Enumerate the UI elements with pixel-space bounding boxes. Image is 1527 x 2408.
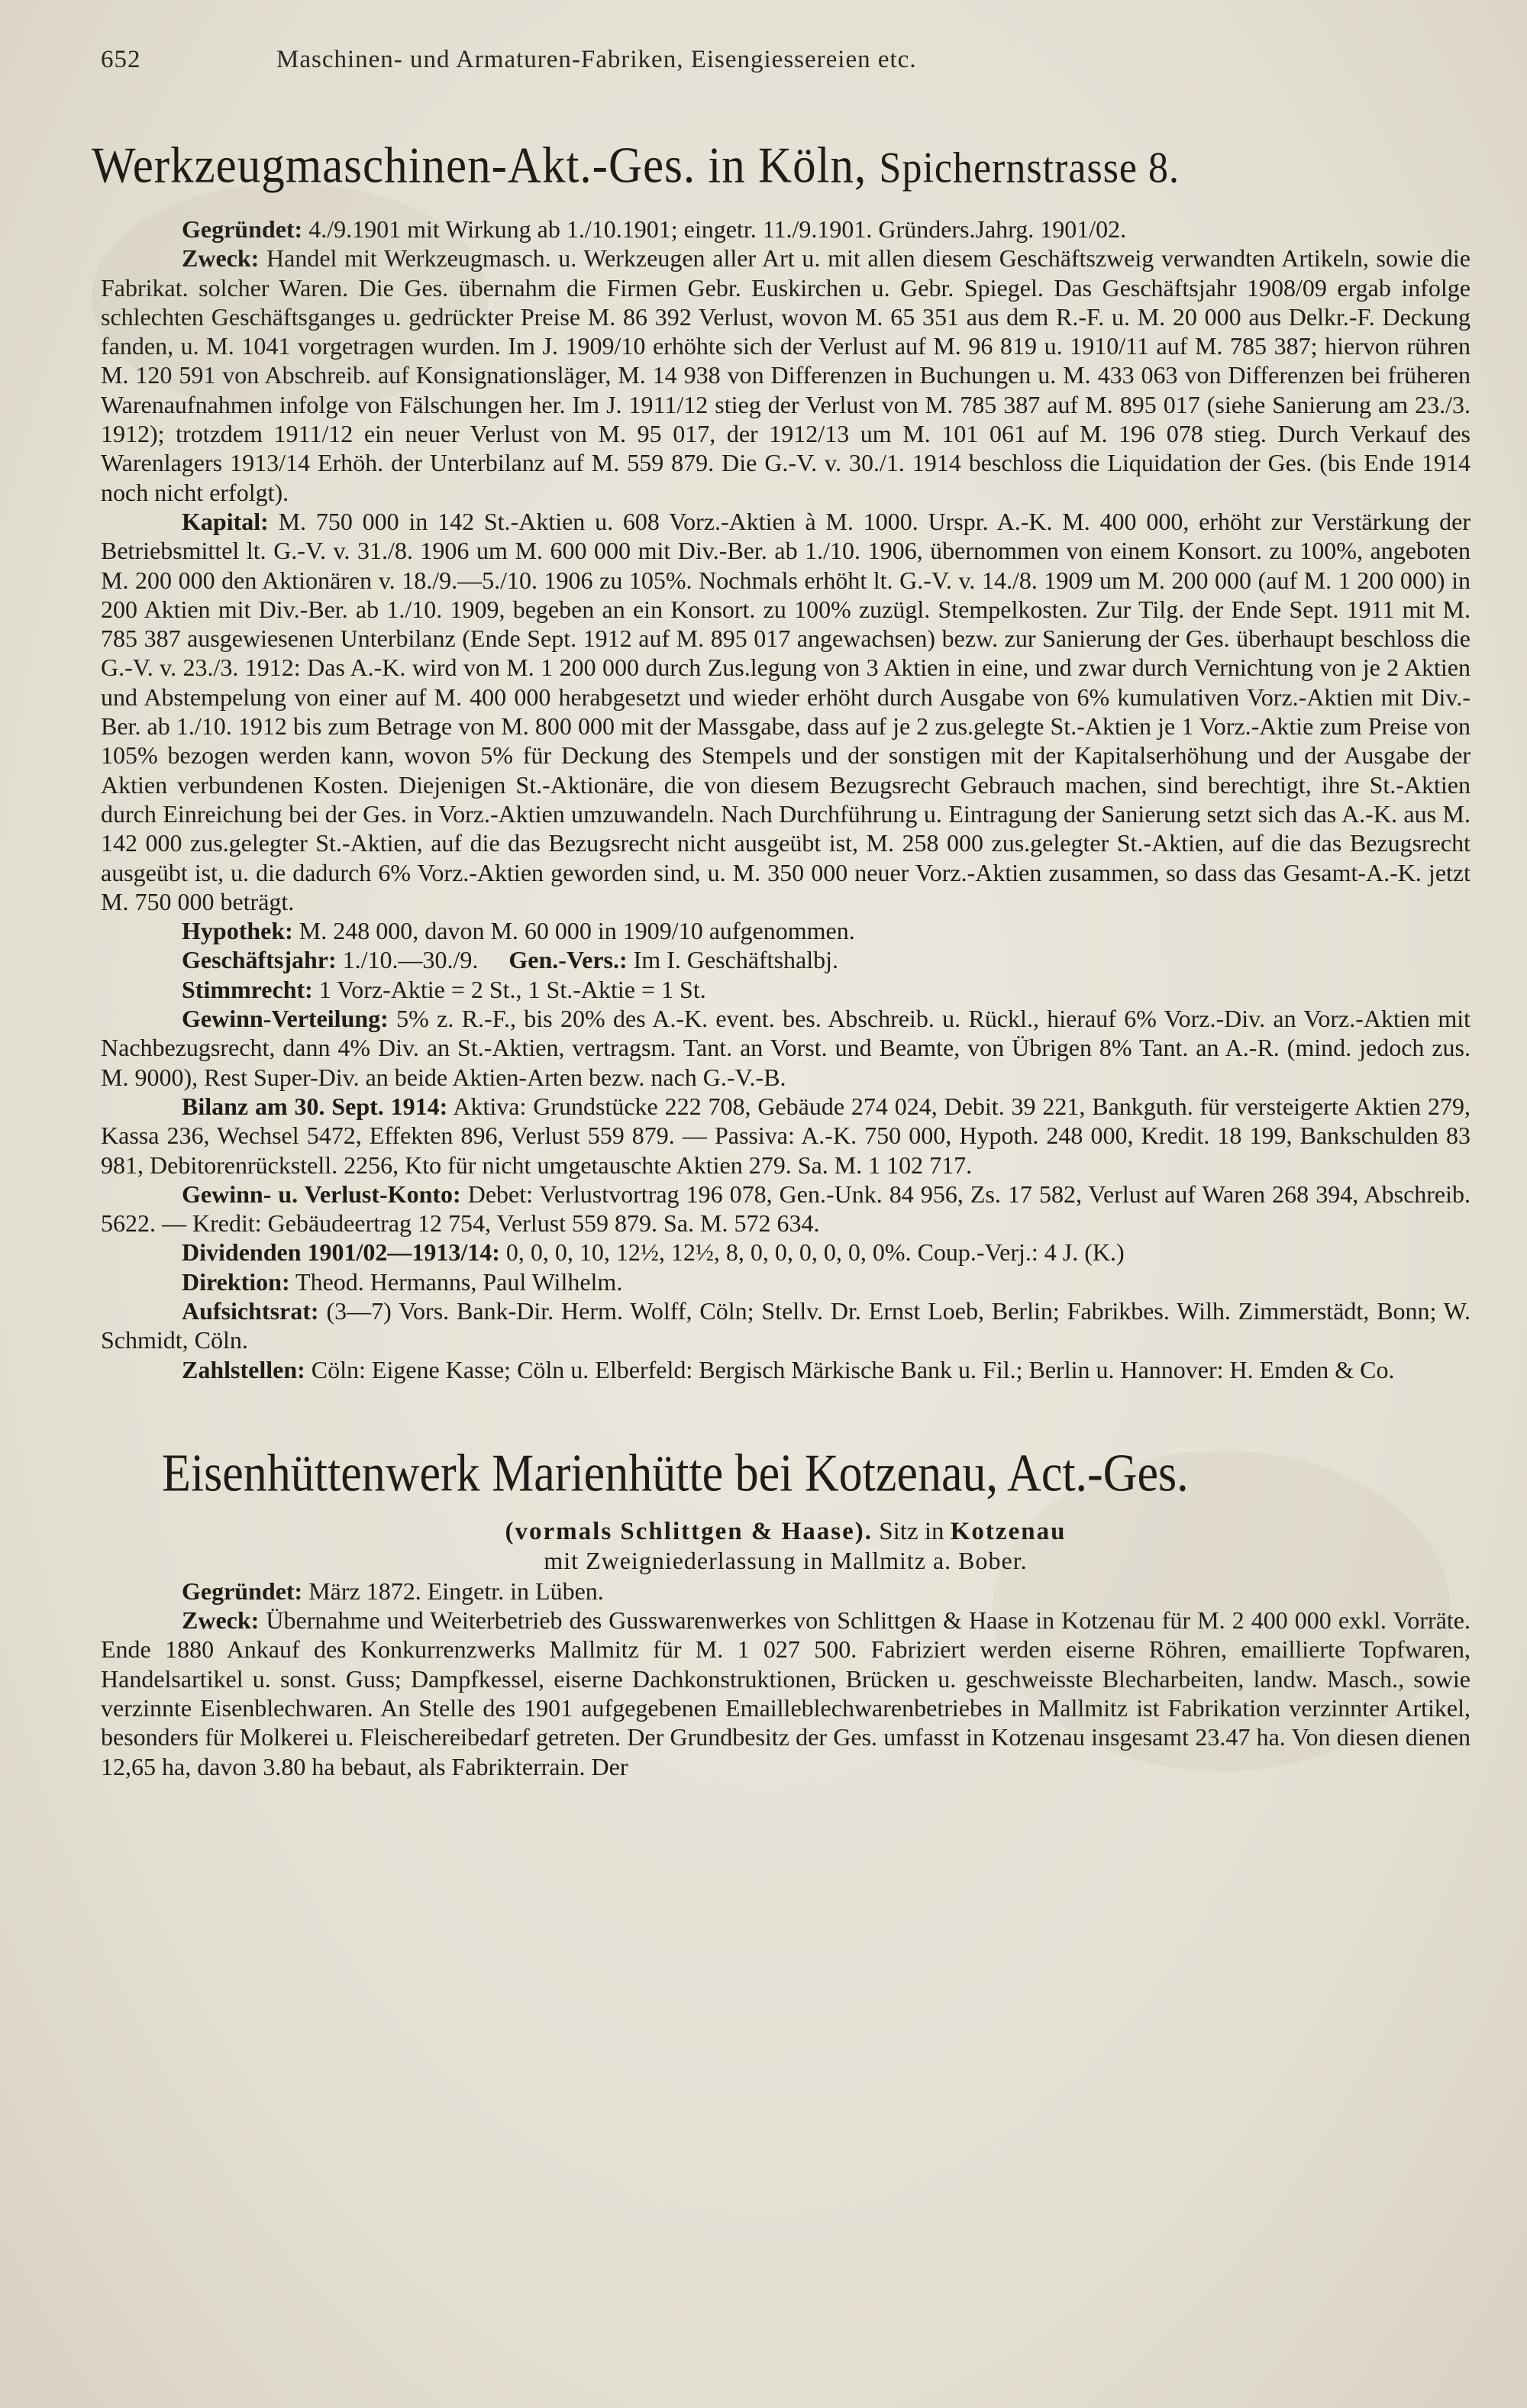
entry-text: Übernahme und Weiterbetrieb des Gusswarenwerkes von Schlittgen & Haase in Kotzenau für M. 2 400 000 exkl. Vorräte. Ende 1880 Ankauf des Konkurrenzwerks Mallmitz für M. 1 027 500. Fabriziert werden eiserne Röhren, emaillierte Topfwaren, Handelsartikel u. sonst. Guss; Dampfkessel, eiserne Dachkonstruktionen, Brücken u. geschweisste Blecharbeiten, landw. Masch., sowie verzinnte Eisenblechwaren. An Stelle des 1901 aufgegebenen Emailleblechwarenbetriebes in Mallmitz ist Fabrikation verzinnter Artikel, besonders für Molkerei u. Fleischereibedarf getreten. Der Grundbesitz der Ges. umfasst in Kotzenau insgesamt 23.47 ha. Von diesen dienen 12,65 ha, davon 3.80 ha bebaut, als Fabrikterrain. Der [101,1606,1471,1780]
entry-label: Aufsichtsrat: [182,1296,319,1325]
entry-gegruendet [101,215,1471,244]
entry-text: 1./10.—30./9. [342,946,479,974]
entry-label: Gewinn- u. Verlust-Konto: [182,1180,461,1208]
entry-hypothek [101,916,1471,945]
company-heading-werkzeugmaschinen [92,136,1471,199]
subtitle-seat-place: Kotzenau [950,1517,1067,1545]
entry-label: Zahlstellen: [182,1355,305,1383]
entry-aufsichtsrat [101,1296,1471,1355]
entry-label: Stimmrecht: [182,975,313,1003]
subtitle-former-name: (vormals Schlittgen & Haase). [505,1517,873,1545]
entry-text: 4./9.1901 mit Wirkung ab 1./10.1901; eingetr. 11./9.1901. Gründers.Jahrg. 1901/02. [308,215,1127,243]
entry-text: Cöln: Eigene Kasse; Cöln u. Elberfeld: Bergisch Märkische Bank u. Fil.; Berlin u. Hannover: H. Emden & Co. [311,1355,1395,1383]
running-header [101,46,1471,86]
entry-gegruendet [101,1577,1471,1606]
entry-gewinn-verlust-konto [101,1180,1471,1238]
entry-label: Kapital: [182,507,269,535]
subtitle-seat-label: Sitz in [879,1517,944,1545]
entry-label: Dividenden 1901/02—1913/14: [182,1238,500,1267]
entry-text: Debet: Verlustvortrag 196 078, Gen.-Unk. 84 956, Zs. 17 582, Verlust auf Waren 268 394, Abschreib. 5622. — Kredit: Gebäudeertrag 12 754, Verlust 559 879. Sa. M. 572 634. [101,1180,1471,1238]
entry-text: M. 750 000 in 142 St.-Aktien u. 608 Vorz.-Aktien à M. 1000. Urspr. A.-K. M. 400 000, erhöht zur Verstärkung der Betriebsmittel lt. G.-V. v. 31./8. 1906 um M. 600 000 mit Div.-Ber. ab 1./10. 1906, übernommen von einem Konsort. zu 100%, angeboten M. 200 000 den Aktionären v. 18./9.—5./10. 1906 zu 105%. Nochmals erhöht lt. G.-V. v. 14./8. 1909 um M. 200 000 (auf M. 1 200 000) in 200 Aktien mit Div.-Ber. ab 1./10. 1909, begeben an ein Konsort. zu 100% zuzügl. Stempelkosten. Zur Tilg. der Ende Sept. 1911 mit M. 785 387 ausgewiesenen Unterbilanz (Ende Sept. 1912 auf M. 895 017 angewachsen) bezw. zur Sanierung der Ges. überhaupt beschloss die G.-V. v. 23./3. 1912: Das A.-K. wird von M. 1 200 000 durch Zus.legung von 3 Aktien in eine, und zwar durch Vernichtung von je 2 Aktien und Abstempelung von einer auf M. 400 000 herabgesetzt und wieder erhöht durch Ausgabe von 6% kumulativen Vorz.-Aktien mit Div.-Ber. ab 1./10. 1912 bis zum Betrage von M. 800 000 mit der Massgabe, dass auf je 2 zus.gelegte St.-Aktien je 1 Vorz.-Aktie zum Preise von 105% bezogen werden kann, wovon 5% für Deckung des Stempels und der sonstigen mit der Kapitalserhöhung und der Ausgabe der Aktien verbundenen Kosten. Diejenigen St.-Aktionäre, die von diesem Bezugsrecht Gebrauch machen, sind berechtigt, ihre St.-Aktien durch Einreichung bei der Ges. in Vorz.-Aktien umzuwandeln. Nach Durchführung u. Eintragung der Sanierung setzt sich das A.-K. aus M. 142 000 zus.gelegter St.-Aktien, auf die das Bezugsrecht nicht ausgeübt ist, M. 258 000 zus.gelegter St.-Aktien, auf die das Bezugsrecht ausgeübt ist, u. die dadurch 6% Vorz.-Aktien geworden sind, u. M. 350 000 neuer Vorz.-Aktien zusammen, so dass das Gesamt-A.-K. jetzt M. 750 000 beträgt. [101,507,1471,915]
entry-label: Direktion: [182,1267,290,1296]
entry-gewinn-verteilung [101,1004,1471,1092]
entry-text: M. 248 000, davon M. 60 000 in 1909/10 aufgenommen. [299,917,855,945]
entry-label: Gewinn-Verteilung: [182,1005,389,1033]
entry-label: Hypothek: [182,917,293,945]
entry-bilanz [101,1092,1471,1180]
entry-text: Handel mit Werkzeugmasch. u. Werkzeugen aller Art u. mit allen diesem Geschäftszweig verwandten Artikeln, sowie die Fabrikat. solcher Waren. Die Ges. übernahm die Firmen Gebr. Euskirchen u. Gebr. Spiegel. Das Geschäftsjahr 1908/09 ergab infolge schlechten Geschäftsganges u. gedrückter Preise M. 86 392 Verlust, wovon M. 65 351 aus dem R.-F. u. M. 20 000 aus Delkr.-F. Deckung fanden, u. M. 1041 vorgetragen wurden. Im J. 1909/10 erhöhte sich der Verlust auf M. 96 819 u. 1910/11 auf M. 785 387; hiervon rühren M. 120 591 von Abschreib. auf Konsignationsläger, M. 14 938 von Differenzen in Buchungen u. M. 433 063 von Differenzen bei früheren Warenaufnahmen infolge von Fälschungen her. Im J. 1911/12 stieg der Verlust von M. 785 387 auf M. 895 017 (siehe Sanierung am 23./3. 1912); trotzdem 1911/12 ein neuer Verlust von M. 95 017, der 1912/13 um M. 101 061 auf M. 196 078 stieg. Durch Verkauf des Warenlagers 1913/14 Erhöh. der Unterbilanz auf M. 559 879. Die G.-V. v. 30./1. 1914 beschloss die Liquidation der Ges. (bis Ende 1914 noch nicht erfolgt). [101,244,1471,506]
entry-label: Gegründet: [182,215,303,243]
header-title: Maschinen- und Armaturen-Fabriken, Eisengiessereien etc. [276,46,917,73]
company1-entries [101,215,1471,1384]
company-heading-marienhuette: Eisenhüttenwerk Marienhütte bei Kotzenau, Act.-Ges. [162,1444,1189,1503]
company-subtitle [101,1517,1471,1546]
entry-label: Zweck: [182,244,260,273]
entry-text: Im I. Geschäftshalbj. [633,946,838,974]
entry-label: Zweck: [182,1606,260,1635]
entry-label: Bilanz am 30. Sept. 1914: [182,1092,448,1120]
entry-label: Geschäftsjahr: [182,946,337,974]
entry-zweck [101,1606,1471,1781]
entry-label: Gegründet: [182,1577,303,1605]
entry-kapital [101,507,1471,916]
entry-text: 0, 0, 0, 10, 12½, 12½, 8, 0, 0, 0, 0, 0, 0%. Coup.-Verj.: 4 J. (K.) [505,1238,1125,1267]
entry-text: Theod. Hermanns, Paul Wilhelm. [295,1267,623,1296]
company-address: Spichernstrasse 8. [879,144,1180,192]
entry-text: (3—7) Vors. Bank-Dir. Herm. Wolff, Cöln; Stellv. Dr. Ernst Loeb, Berlin; Fabrikbes. Wilh. Zimmerstädt, Bonn; W. Schmidt, Cöln. [101,1296,1471,1354]
entry-zweck [101,244,1471,507]
entry-text: März 1872. Eingetr. in Lüben. [308,1577,604,1605]
entry-text: 1 Vorz-Aktie = 2 St., 1 St.-Aktie = 1 St. [318,975,706,1003]
company2-entries [101,1577,1471,1781]
company-subtitle-branch: mit Zweigniederlassung in Mallmitz a. Bober. [544,1546,1028,1574]
entry-direktion [101,1267,1471,1296]
entry-zahlstellen [101,1355,1471,1384]
entry-stimmrecht [101,975,1471,1004]
company-title: Werkzeugmaschinen-Akt.-Ges. in Köln, [92,137,867,194]
entry-label: Gen.-Vers.: [508,946,628,974]
entry-dividenden [101,1238,1471,1267]
page-number: 652 [101,46,141,73]
entry-text: 5% z. R.-F., bis 20% des A.-K. event. bes. Abschreib. u. Rückl., hierauf 6% Vorz.-Div. an Vorz.-Aktien mit Nachbezugsrecht, dann 4% Div. an St.-Aktien, vertragsm. Tant. an Vorst. und Beamte, von Übrigen 8% Tant. an A.-R. (mind. jedoch zus. M. 9000), Rest Super-Div. an beide Aktien-Arten bezw. nach G.-V.-B. [101,1005,1471,1091]
entry-geschaeftsjahr [101,945,1471,974]
entry-text: Aktiva: Grundstücke 222 708, Gebäude 274 024, Debit. 39 221, Bankguth. für versteigerte Aktien 279, Kassa 236, Wechsel 5472, Effekten 896, Verlust 559 879. — Passiva: A.-K. 750 000, Hypoth. 248 000, Kredit. 18 199, Bankschulden 83 981, Debitorenrückstell. 2256, Kto für nicht umgetauschte Aktien 279. Sa. M. 1 102 717. [101,1092,1471,1179]
